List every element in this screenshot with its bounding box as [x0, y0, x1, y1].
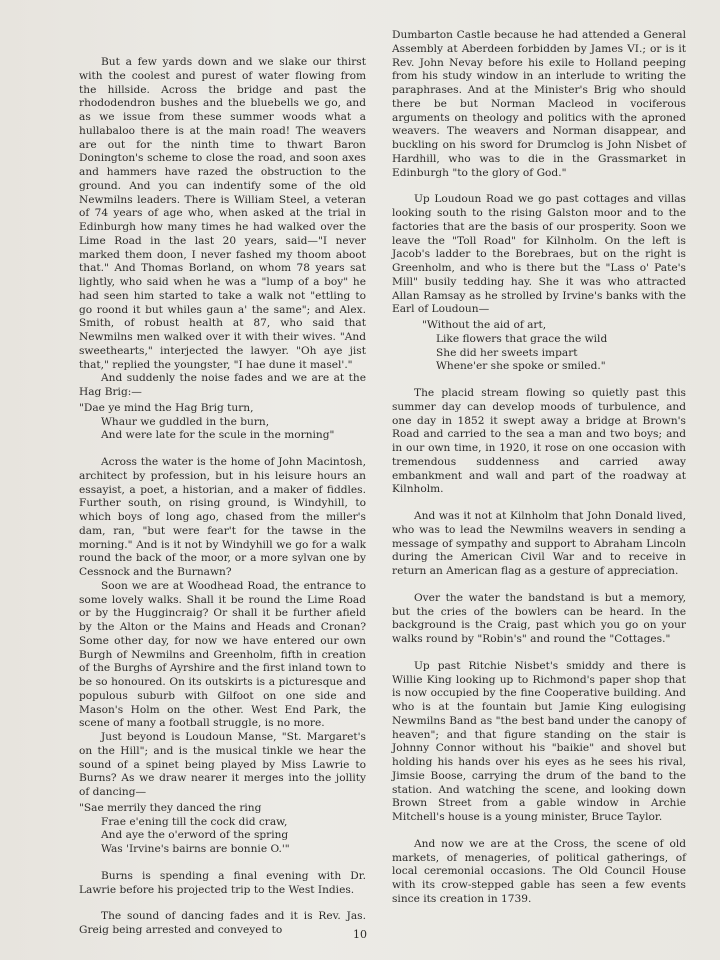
paragraph: Over the water the bandstand is but a memory, but the cries of the bowlers can be heard. In the background is the Craig, past which you go on your walks round by "Robin's" and round the "Cottages.": [392, 591, 686, 645]
verse-line: She did her sweets impart: [436, 346, 578, 359]
paragraph: And suddenly the noise fades and we are at the Hag Brig:—: [79, 372, 366, 398]
paragraph: Up past Ritchie Nisbet's smiddy and there is Willie King looking up to Richmond's paper shop that is now occupied by the fine Cooperative building. And who is at the fountain but Jamie King eulogising Newmilns Band as "the best band under the canopy of heaven"; and that figure standing on the stair is Johnny Connor without his "baikie" and shovel but holding his hands over his eyes as he sees his rival, Jimsie Boose, carrying the drum of the band to the station. And watching the scene, and looking down Brown Street from a gable window in Archie Mitchell's house is a young minister, Bruce Taylor.: [392, 659, 686, 823]
paragraph: And now we are at the Cross, the scene of old markets, of menageries, of political gatherings, of local ceremonial occasions. The Old Council House with its crow-stepped gable has seen a few events since its creation in 1739.: [392, 837, 686, 905]
paragraph: The sound of dancing fades and it is Rev. Jas. Greig being arrested and conveyed to: [79, 910, 366, 936]
paragraph: Up Loudoun Road we go past cottages and villas looking south to the rising Galston moor and to the factories that are the basis of our prosperity. Soon we leave the "Toll Road" for Kilnholm. On the left is Jacob's ladder to the Borebraes, but on the right is Greenholm, and who is there but the "Lass o' Pate's Mill" busily tedding hay. She it was who attracted Allan Ramsay as he strolled by Irvine's banks with the Earl of Loudoun—: [392, 193, 686, 316]
paragraph: And was it not at Kilnholm that John Donald lived, who was to lead the Newmilns weavers in sending a message of sympathy and support to Abraham Lincoln during the American Civil War and to receive in return an American flag as a gesture of appreciation.: [392, 510, 686, 577]
verse-line: Like flowers that grace the wild: [436, 332, 608, 345]
paragraph: But a few yards down and we slake our thirst with the coolest and purest of water flowing from the hillside. Across the bridge and past the rhododendron bushes and the bluebells we go, and as we issue from these summer woods what a hullabaloo there is at the main road! The weavers are out for the ninth time to thwart Baron Donington's scheme to close the road, and soon axes and hammers have razed the obstruction to the ground. And you can indentify some of the old Newmilns leaders. There is William Steel, a veteran of 74 years of age who, when asked at the trial in Edinburgh how many times he had walked over the Lime Road in the last 20 years, said—"I never marked them doon, I never fashed my thoom aboot that." And Thomas Borland, on whom 78 years sat lightly, who said when he was a "lump of a boy" he had seen him started to take a walk not "ettling to go roond it but whiles gaun a' the same"; and Alex. Smith, of robust health at 87, who said that Newmilns men walked over it with their wives. "And sweethearts," interjected the lawyer. "Oh aye jist that," replied the youngster, "I hae dune it masel'.": [79, 56, 366, 371]
left-column: [79, 56, 366, 938]
paragraph: Across the water is the home of John Macintosh, architect by profession, but in his leisure hours an essayist, a poet, a historian, and a maker of fiddles. Further south, on rising ground, is Windyhill, to which boys of long ago, chased from the miller's dam, ran, "but were fear't for the tawse in the morning." And is it not by Windyhill we go for a walk round the back of the moor, or a more sylvan one by Cessnock and the Burnawn?: [79, 456, 366, 578]
page-number: 10: [353, 928, 367, 941]
verse-line: Frae e'ening till the cock did craw,: [101, 815, 288, 828]
verse-line: And were late for the scule in the morning": [101, 429, 335, 442]
verse-quote: [79, 402, 366, 443]
verse-line: "Without the aid of art,: [422, 319, 547, 331]
paragraph: Soon we are at Woodhead Road, the entrance to some lovely walks. Shall it be round the Lime Road or by the Huggincraig? Or shall it be further afield by the Alton or the Mains and Heads and Cronan? Some other day, for now we have entered our own Burgh of Newmilns and Greenholm, fifth in creation of the Burghs of Ayrshire and the first inland town to be so honoured. On its outskirts is a picturesque and populous suburb with Gilfoot on one side and Mason's Holm on the other. West End Park, the scene of many a football struggle, is no more.: [79, 579, 366, 730]
verse-line: Whaur we guddled in the burn,: [101, 415, 270, 428]
right-column: [392, 29, 686, 907]
verse-line: And aye the o'erword of the spring: [101, 829, 289, 842]
verse-quote: [392, 319, 686, 374]
paragraph: The placid stream flowing so quietly past this summer day can develop moods of turbulence, and one day in 1852 it swept away a bridge at Brown's Road and carried to the sea a man and two boys; and in our own time, in 1920, it rose on one occasion with tremendous suddenness and carried away embankment and wall and part of the roadway at Kilnholm.: [392, 387, 686, 496]
paragraph: Burns is spending a final evening with Dr. Lawrie before his projected trip to the West Indies.: [79, 869, 366, 896]
paragraph: Just beyond is Loudoun Manse, "St. Margaret's on the Hill"; and is the musical tinkle we hear the sound of a spinet being played by Miss Lawrie to Burns? As we draw nearer it merges into the jollity of dancing—: [79, 731, 366, 798]
verse-line: Whene'er she spoke or smiled.": [436, 360, 606, 373]
verse-quote: [79, 802, 366, 857]
verse-line: Was 'Irvine's bairns are bonnie O.'": [101, 843, 290, 855]
verse-line: "Dae ye mind the Hag Brig turn,: [79, 401, 254, 414]
paragraph: Dumbarton Castle because he had attended a General Assembly at Aberdeen forbidden by James VI.; or is it Rev. John Nevay before his exile to Holland peeping from his study window in an interlude to writing the paraphrases. And at the Minister's Brig who should there be but Norman Macleod in vociferous arguments on theology and politics with the aproned weavers. The weavers and Norman disappear, and buckling on his sword for Drumclog is John Nisbet of Hardhill, who was to die in the Grassmarket in Edinburgh "to the glory of God.": [392, 29, 686, 179]
verse-line: "Sae merrily they danced the ring: [79, 801, 262, 814]
